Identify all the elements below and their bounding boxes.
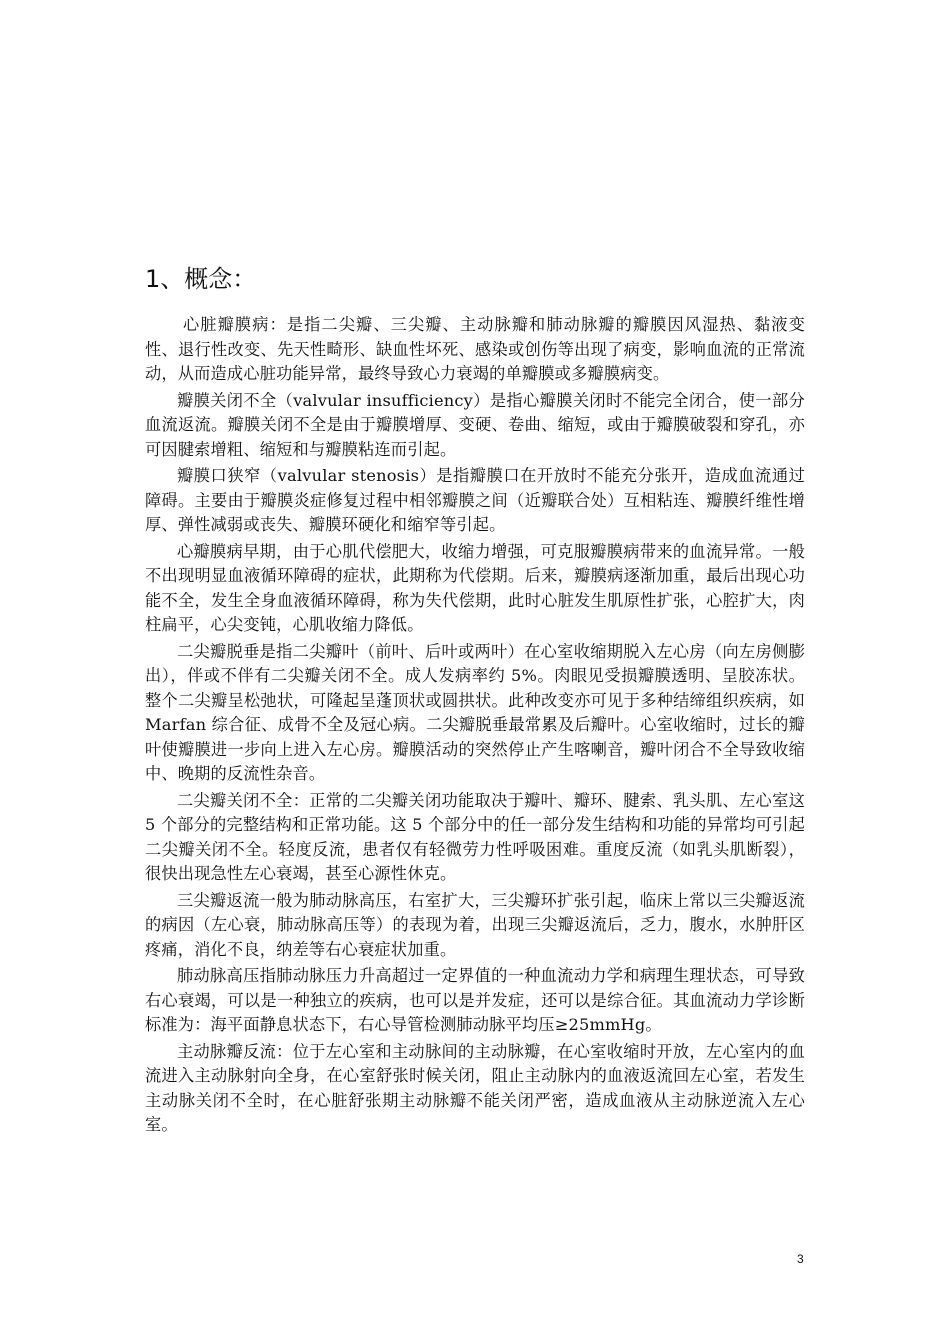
paragraph-valvular-heart-disease: 心脏瓣膜病：是指二尖瓣、三尖瓣、主动脉瓣和肺动脉瓣的瓣膜因风湿热、黏液变性、退行性改变、先天性畸形、缺血性坏死、感染或创伤等出现了病变，影响血流的正常流动，从而造成心脏功能异常，最终导致心力衰竭的单瓣膜或多瓣膜病变。 — [145, 315, 805, 383]
body-text — [145, 313, 805, 1140]
paragraph-valvular-stenosis: 瓣膜口狭窄（valvular stenosis）是指瓣膜口在开放时不能充分张开，造成血流通过障碍。主要由于瓣膜炎症修复过程中相邻瓣膜之间（近瓣联合处）互相粘连、瓣膜纤维性增厚、弹性减弱或丧失、瓣膜环硬化和缩窄等引起。 — [145, 466, 805, 534]
section-heading: 1、概念： — [145, 265, 257, 293]
paragraph-tricuspid-regurgitation: 三尖瓣返流一般为肺动脉高压，右室扩大，三尖瓣环扩张引起，临床上常以三尖瓣返流的病因（左心衰，肺动脉高压等）的表现为着，出现三尖瓣返流后，乏力，腹水，水肿肝区疼痛，消化不良，纳差等右心衰症状加重。 — [145, 890, 805, 959]
paragraph-pulmonary-hypertension: 肺动脉高压指肺动脉压力升高超过一定界值的一种血流动力学和病理生理状态，可导致右心衰竭，可以是一种独立的疾病，也可以是并发症，还可以是综合征。其血流动力学诊断标准为：海平面静息状态下，右心导管检测肺动脉平均压≥25mmHg。 — [145, 966, 805, 1034]
paragraph-valvular-insufficiency: 瓣膜关闭不全（valvular insufficiency）是指心瓣膜关闭时不能完全闭合，使一部分血流返流。瓣膜关闭不全是由于瓣膜增厚、变硬、卷曲、缩短，或由于瓣膜破裂和穿孔，亦可因腱索增粗、缩短和与瓣膜粘连而引起。 — [145, 390, 805, 459]
page-number: 3 — [797, 1252, 804, 1266]
paragraph-aortic-regurgitation: 主动脉瓣反流：位于左心室和主动脉间的主动脉瓣，在心室收缩时开放，左心室内的血流进入主动脉射向全身，在心室舒张时候关闭，阻止主动脉内的血液返流回左心室，若发生主动脉关闭不全时，在心脏舒张期主动脉瓣不能关闭严密，造成血液从主动脉逆流入左心室。 — [145, 1041, 805, 1134]
paragraph-compensation-stages: 心瓣膜病早期，由于心肌代偿肥大，收缩力增强，可克服瓣膜病带来的血流异常。一般不出现明显血液循环障碍的症状，此期称为代偿期。后来，瓣膜病逐渐加重，最后出现心功能不全，发生全身血液循环障碍，称为失代偿期，此时心脏发生肌原性扩张，心腔扩大，肉柱扁平，心尖变钝，心肌收缩力降低。 — [145, 541, 805, 634]
paragraph-mitral-prolapse: 二尖瓣脱垂是指二尖瓣叶（前叶、后叶或两叶）在心室收缩期脱入左心房（向左房侧膨出），伴或不伴有二尖瓣关闭不全。成人发病率约 5%。肉眼见受损瓣膜透明、呈胶冻状。整个二尖瓣呈松弛状，可隆起呈蓬顶状或圆拱状。此种改变亦可见于多种结缔组织疾病，如 Marfan 综合征、成骨不全及冠心病。二尖瓣脱垂最常累及后瓣叶。心室收缩时，过长的瓣叶使瓣膜进一步向上进入左心房。瓣膜活动的突然停止产生喀喇音，瓣叶闭合不全导致收缩中、晚期的反流性杂音。 — [145, 641, 805, 783]
paragraph-mitral-insufficiency: 二尖瓣关闭不全：正常的二尖瓣关闭功能取决于瓣叶、瓣环、腱索、乳头肌、左心室这 5 个部分的完整结构和正常功能。这 5 个部分中的任一部分发生结构和功能的异常均可引起二尖瓣关闭不全。轻度反流，患者仅有轻微劳力性呼吸困难。重度反流（如乳头肌断裂），很快出现急性左心衰竭，甚至心源性休克。 — [145, 790, 805, 883]
